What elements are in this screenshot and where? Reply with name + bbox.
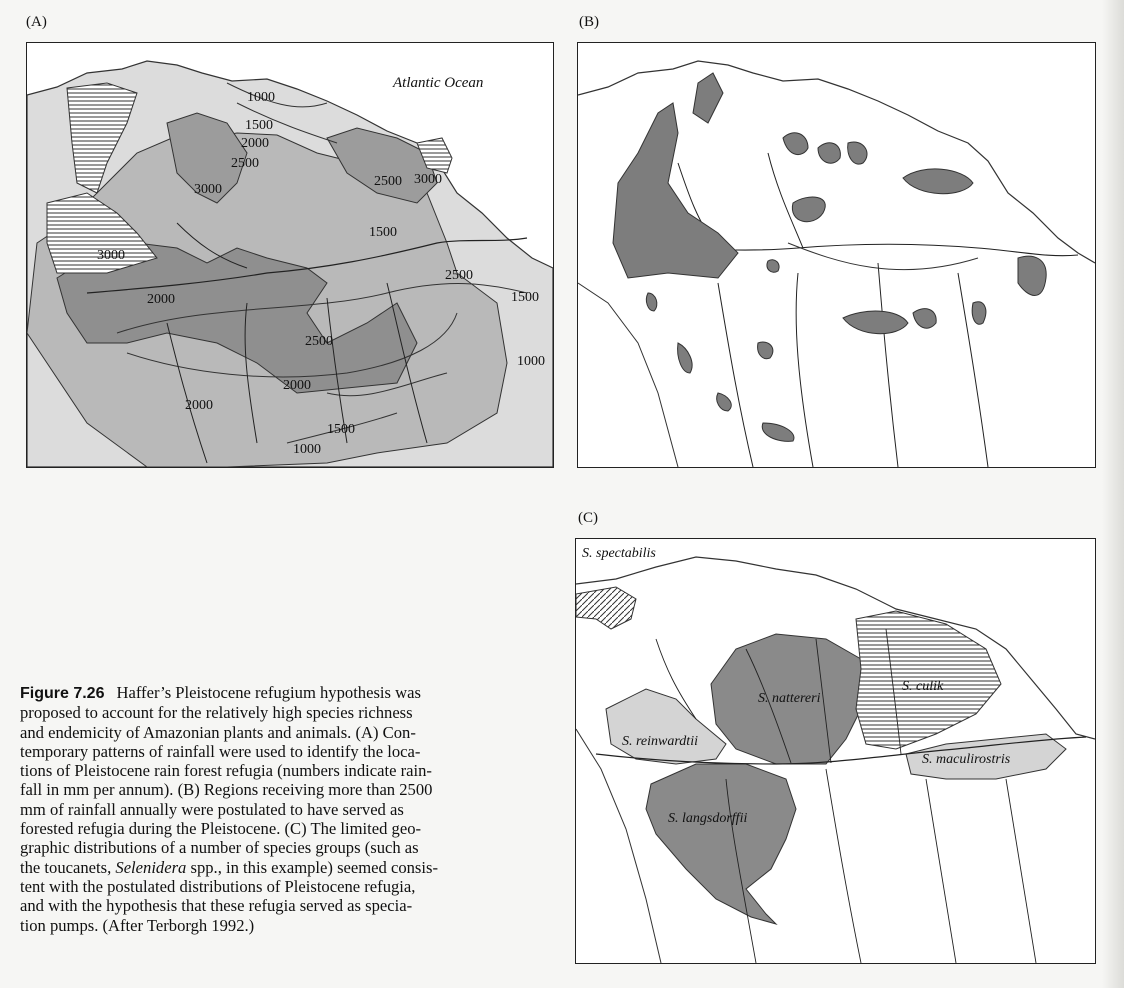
- caption-line: tions of Pleistocene rain forest refugia (numbers indicate rain-: [20, 761, 432, 781]
- refugia-outline-map: [578, 43, 1095, 467]
- caption-line: temporary patterns of rainfall were used to identify the loca-: [20, 741, 421, 761]
- caption-line: spp., in this example) seemed consis-: [186, 857, 438, 877]
- caption-genus: Selenidera: [115, 857, 187, 877]
- caption-line: mm of rainfall annually were postulated to have served as: [20, 799, 404, 819]
- page-edge-shadow: [1102, 0, 1124, 988]
- contour-label: 3000: [97, 248, 125, 263]
- contour-label: 1500: [369, 225, 397, 240]
- figure-caption: [20, 683, 542, 935]
- caption-line: tion pumps. (After Terborgh 1992.): [20, 915, 255, 935]
- contour-label: 1000: [293, 442, 321, 457]
- caption-line: fall in mm per annum). (B) Regions receiving more than 2500: [20, 780, 433, 800]
- contour-label: 2000: [241, 136, 269, 151]
- caption-line: graphic distributions of a number of species groups (such as: [20, 838, 419, 858]
- species-label: S. culik: [902, 679, 944, 694]
- species-label: S. spectabilis: [582, 546, 656, 561]
- contour-label: 2500: [305, 334, 333, 349]
- rainfall-contour-map: [27, 43, 553, 467]
- contour-label: 2000: [185, 398, 213, 413]
- caption-line: the toucanets,: [20, 857, 116, 877]
- contour-label: 1000: [247, 90, 275, 105]
- contour-label: 2500: [445, 268, 473, 283]
- panel-c-label: (C): [578, 510, 598, 526]
- contour-label: 2500: [231, 156, 259, 171]
- panel-b-refugia-map: [577, 42, 1096, 468]
- contour-label: 1000: [517, 354, 545, 369]
- panel-b-label: (B): [579, 14, 599, 30]
- species-distribution-map: [576, 539, 1095, 963]
- figure-label: Figure 7.26: [20, 685, 105, 702]
- contour-label: 3000: [194, 182, 222, 197]
- caption-line: and with the hypothesis that these refugia served as specia-: [20, 896, 413, 916]
- contour-label: 2000: [283, 378, 311, 393]
- contour-label: 3000: [414, 172, 442, 187]
- caption-line: tent with the postulated distributions of Pleistocene refugia,: [20, 876, 416, 896]
- caption-line: proposed to account for the relatively high species richness: [20, 703, 413, 723]
- contour-label: 2000: [147, 292, 175, 307]
- caption-line: Haffer’s Pleistocene refugium hypothesis was: [116, 683, 421, 702]
- panel-a-label: (A): [26, 14, 47, 30]
- contour-label: 1500: [327, 422, 355, 437]
- caption-line: and endemicity of Amazonian plants and animals. (A) Con-: [20, 722, 416, 742]
- ocean-label: Atlantic Ocean: [393, 75, 484, 91]
- caption-line: forested refugia during the Pleistocene. (C) The limited geo-: [20, 819, 422, 839]
- panel-a-rainfall-map: [26, 42, 554, 468]
- species-label: S. maculirostris: [922, 752, 1011, 767]
- species-label: S. reinwardtii: [622, 734, 698, 749]
- contour-label: 2500: [374, 174, 402, 189]
- species-label: S. langsdorffii: [668, 811, 748, 826]
- species-label: S. nattereri: [758, 691, 821, 706]
- panel-c-species-map: [575, 538, 1096, 964]
- contour-label: 1500: [511, 290, 539, 305]
- contour-label: 1500: [245, 118, 273, 133]
